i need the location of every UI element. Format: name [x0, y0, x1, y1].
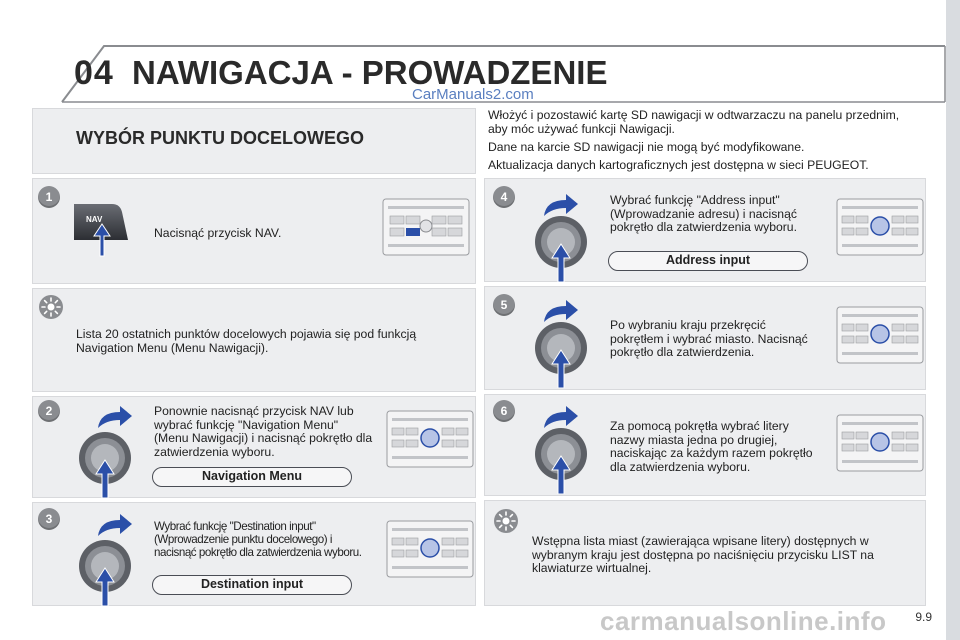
radio-panel-illustration — [386, 410, 474, 468]
section-subtitle: WYBÓR PUNKTU DOCELOWEGO — [76, 128, 364, 148]
step4-text: Wybrać funkcję "Address input" (Wprowadzanie adresu) i nacisnąć pokrętło dla zatwierdzenia wyboru. — [610, 193, 797, 234]
rotary-knob-icon — [532, 424, 590, 494]
tip-lightbulb-icon — [38, 294, 64, 320]
rotary-knob-icon — [76, 428, 134, 498]
intro-line: Dane na karcie SD nawigacji nie mogą być modyfikowane. — [488, 140, 805, 154]
step-badge: 1 — [38, 186, 60, 208]
rotary-knob-icon — [76, 536, 134, 606]
step-badge: 5 — [493, 294, 515, 316]
tip2-text: Wstępna lista miast (zawierająca wpisane litery) dostępnych w wybranym kraju jest dostępna po naciśnięciu przycisku LIST na klawiaturze wirtualnej. — [532, 534, 874, 575]
radio-panel-illustration — [836, 414, 924, 472]
intro-line: Aktualizacja danych kartograficznych jest dostępna w sieci PEUGEOT. — [488, 158, 869, 172]
tip-lightbulb-icon — [493, 508, 519, 534]
navigation-menu-pill: Navigation Menu — [152, 467, 352, 487]
chapter-number: 04 — [74, 54, 114, 92]
page-number: 9.9 — [915, 610, 932, 624]
radio-panel-illustration — [836, 306, 924, 364]
step3-text: Wybrać funkcję "Destination input" (Wprowadzenie punktu docelowego) i nacisnąć pokrętło dla zatwierdzenia wyboru. — [154, 520, 362, 559]
nav-button-icon — [72, 200, 130, 258]
intro-text — [488, 108, 908, 176]
intro-line: Włożyć i pozostawić kartę SD nawigacji w odtwarzaczu na panelu przednim, aby móc używać funkcji Nawigacji. — [488, 108, 900, 136]
step2-text: Ponownie nacisnąć przycisk NAV lub wybrać funkcję "Navigation Menu" (Menu Nawigacji) i nacisnąć pokrętło dla zatwierdzenia wyboru. — [154, 404, 373, 459]
watermark-bottom: carmanualsonline.info — [600, 606, 887, 636]
curved-arrow-icon — [94, 404, 134, 430]
radio-panel-illustration — [836, 198, 924, 256]
destination-input-pill: Destination input — [152, 575, 352, 595]
step1-text: Nacisnąć przycisk NAV. — [154, 226, 282, 240]
watermark-top: CarManuals2.com — [412, 86, 534, 103]
rotary-knob-icon — [532, 212, 590, 282]
curved-arrow-icon — [94, 512, 134, 538]
step5-text: Po wybraniu kraju przekręcić pokrętłem i wybrać miasto. Nacisnąć pokrętło dla zatwierdzenia. — [610, 318, 808, 359]
page-title: NAWIGACJA - PROWADZENIE — [132, 54, 608, 91]
step-badge: 3 — [38, 508, 60, 530]
tip1-text: Lista 20 ostatnich punktów docelowych pojawia się pod funkcją Navigation Menu (Menu Nawigacji). — [76, 327, 417, 355]
radio-panel-illustration — [386, 520, 474, 578]
step-badge: 4 — [493, 186, 515, 208]
step-badge: 2 — [38, 400, 60, 422]
step6-text: Za pomocą pokrętła wybrać litery nazwy miasta jedna po drugiej, naciskając za każdym razem pokrętło dla zatwierdzenia wyboru. — [610, 419, 813, 474]
step-badge: 6 — [493, 400, 515, 422]
radio-panel-illustration — [382, 198, 470, 256]
rotary-knob-icon — [532, 318, 590, 388]
address-input-pill: Address input — [608, 251, 808, 271]
svg-text:NAV: NAV — [86, 215, 103, 224]
